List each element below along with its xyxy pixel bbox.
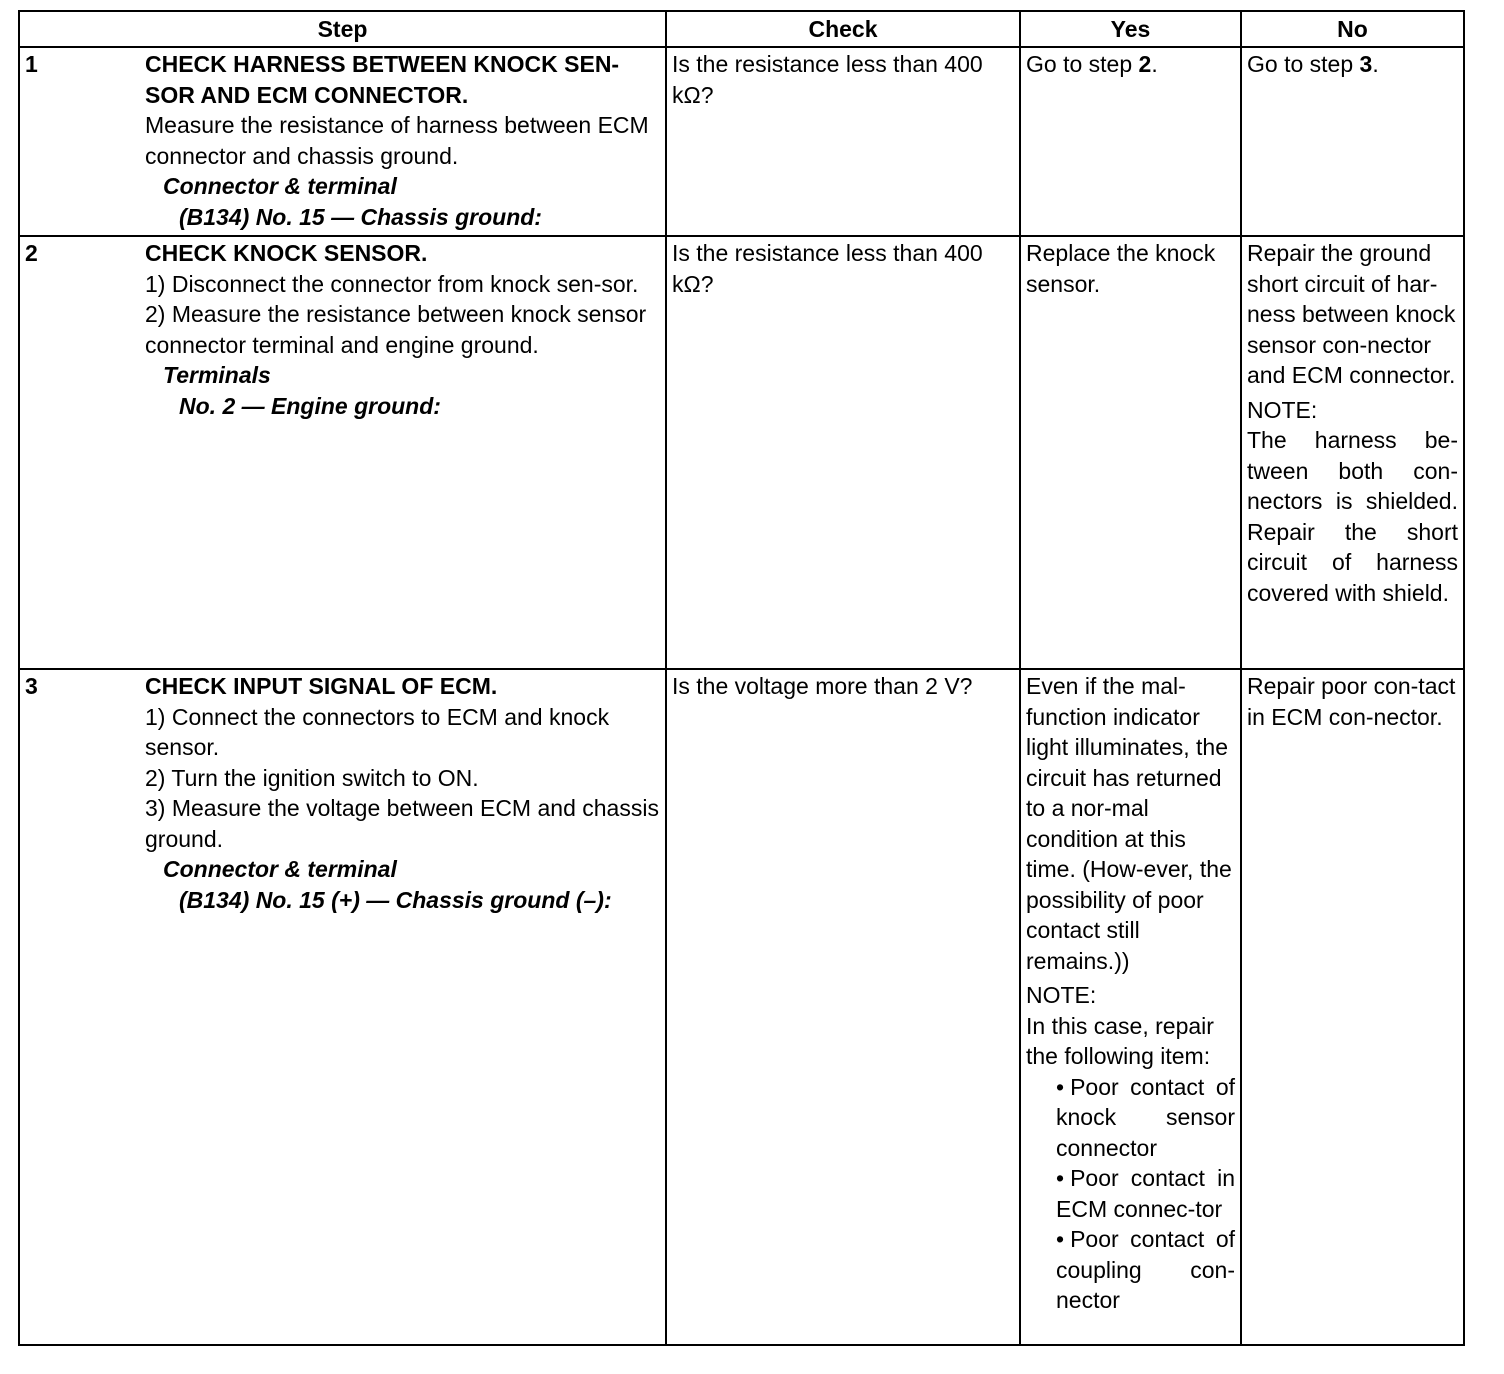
step-cell (19, 669, 666, 1345)
list-item-text: Poor contact of knock sensor connector (1056, 1073, 1235, 1161)
yes-cell: Replace the knock sensor. (1020, 236, 1241, 669)
yes-cell (1020, 47, 1241, 236)
no-prefix: Go to step (1247, 51, 1360, 77)
yes-action: Even if the mal-function indicator light illuminates, the circuit has returned to a nor-mal condition at this time. (How-ever, the possibility of poor contact still remains.)) (1026, 673, 1232, 974)
step-cell (19, 236, 666, 669)
spec-label: Connector & terminal (163, 856, 397, 882)
header-check: Check (666, 11, 1020, 47)
yes-cell (1020, 669, 1241, 1345)
bullet-list (1026, 1072, 1235, 1316)
step-instruction: 1) Disconnect the connector from knock sen-sor. (145, 270, 639, 297)
spec-value: (B134) No. 15 (+) — Chassis ground (–): (179, 886, 612, 913)
no-step-link[interactable]: 3 (1359, 51, 1373, 77)
table-row (19, 236, 1464, 669)
step-instruction: 1) Connect the connectors to ECM and knock sensor. (145, 703, 610, 760)
spec-label: Terminals (163, 362, 271, 388)
yes-step-link[interactable]: 2 (1138, 51, 1152, 77)
note-label: NOTE: (1247, 396, 1318, 423)
note-label: NOTE: (1026, 982, 1097, 1008)
step-number: 2 (25, 240, 38, 266)
step-title: CHECK HARNESS BETWEEN KNOCK SEN-SOR AND ECM CONNECTOR. (145, 51, 620, 108)
yes-suffix: . (1151, 51, 1158, 77)
spec-value: No. 2 — Engine ground: (179, 392, 441, 419)
table-header-row (19, 11, 1464, 47)
check-cell: Is the voltage more than 2 V? (666, 669, 1020, 1345)
spec-label: Connector & terminal (163, 173, 397, 199)
list-item: • Poor contact of coupling con-nector (1056, 1226, 1235, 1313)
list-item-text: Poor contact in ECM connec-tor (1056, 1165, 1235, 1222)
header-yes: Yes (1020, 11, 1241, 47)
step-number: 1 (25, 51, 38, 77)
list-item: • Poor contact of knock sensor connector (1056, 1073, 1235, 1161)
table-row (19, 669, 1464, 1345)
step-title: CHECK KNOCK SENSOR. (145, 240, 428, 266)
list-item-text: Poor contact of coupling con-nector (1056, 1226, 1235, 1313)
no-suffix: . (1372, 51, 1379, 77)
list-item: • Poor contact in ECM connec-tor (1056, 1165, 1235, 1222)
check-cell: Is the resistance less than 400 kΩ? (666, 236, 1020, 669)
spec-value: (B134) No. 15 — Chassis ground: (179, 203, 542, 230)
step-title: CHECK INPUT SIGNAL OF ECM. (145, 673, 498, 699)
header-step: Step (19, 11, 666, 47)
step-instruction: 2) Turn the ignition switch to ON. (145, 764, 479, 791)
step-instruction: Measure the resistance of harness between ECM connector and chassis ground. (145, 112, 649, 169)
step-instruction: 2) Measure the resistance between knock sensor connector terminal and engine ground. (145, 301, 647, 358)
yes-prefix: Go to step (1026, 51, 1139, 77)
no-cell (1241, 236, 1464, 669)
note-text: The harness be-tween both con-nectors is shielded. Repair the short circuit of harness covered with shield. (1247, 427, 1458, 606)
step-number: 3 (25, 673, 38, 699)
no-cell (1241, 47, 1464, 236)
step-cell (19, 47, 666, 236)
table-row (19, 47, 1464, 236)
header-no: No (1241, 11, 1464, 47)
no-cell: Repair poor con-tact in ECM con-nector. (1241, 669, 1464, 1345)
step-instruction: 3) Measure the voltage between ECM and chassis ground. (145, 795, 659, 852)
note-text: In this case, repair the following item: (1026, 1012, 1214, 1069)
diagnostic-table (18, 10, 1465, 1346)
check-cell: Is the resistance less than 400 kΩ? (666, 47, 1020, 236)
no-action: Repair the ground short circuit of har-ness between knock sensor con-nector and ECM connector. (1247, 240, 1456, 388)
